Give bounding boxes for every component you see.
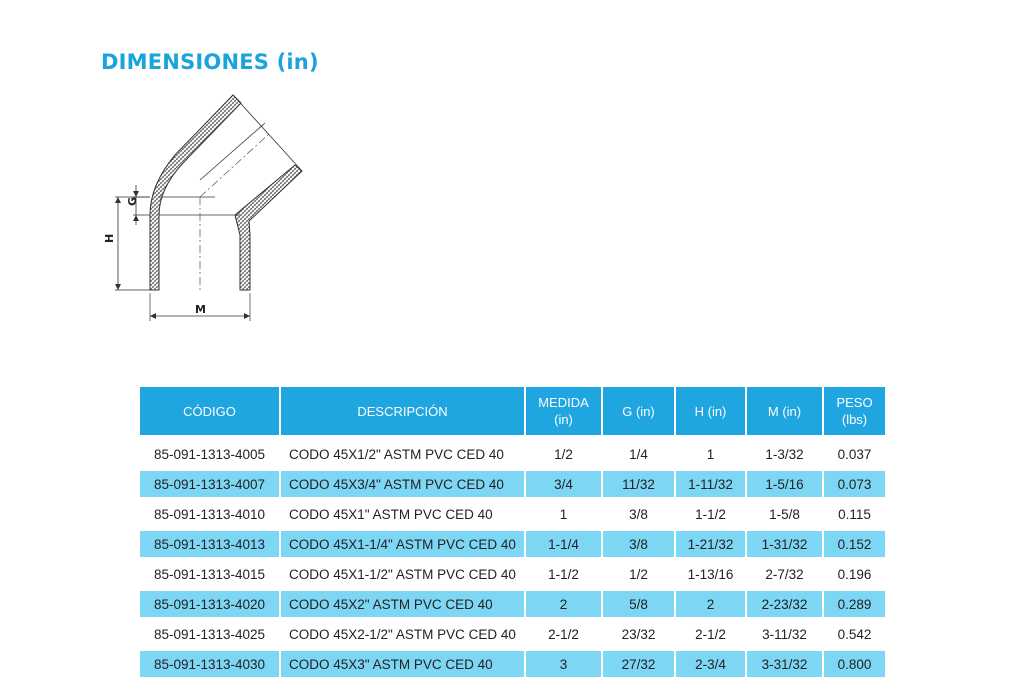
header-peso-line2: (lbs) [841, 412, 868, 427]
cell-descripcion: CODO 45X3/4" ASTM PVC CED 40 [281, 469, 524, 499]
cell-codigo: 85-091-1313-4013 [140, 529, 279, 559]
cell-g: 27/32 [603, 649, 674, 679]
cell-peso: 0.196 [824, 559, 885, 589]
cell-peso: 0.800 [824, 649, 885, 679]
cell-m: 3-11/32 [747, 619, 822, 649]
cell-h: 1-21/32 [676, 529, 745, 559]
cell-descripcion: CODO 45X1-1/4" ASTM PVC CED 40 [281, 529, 524, 559]
cell-peso: 0.152 [824, 529, 885, 559]
cell-medida: 2 [526, 589, 601, 619]
table-row [140, 529, 885, 559]
table-header-row [140, 387, 885, 439]
cell-medida: 3 [526, 649, 601, 679]
g-label: G [126, 196, 139, 206]
header-descripcion: DESCRIPCIÓN [281, 387, 524, 439]
cell-descripcion: CODO 45X2" ASTM PVC CED 40 [281, 589, 524, 619]
header-medida-line1: MEDIDA [538, 395, 589, 410]
cell-descripcion: CODO 45X1/2" ASTM PVC CED 40 [281, 439, 524, 469]
cell-g: 1/2 [603, 559, 674, 589]
cell-g: 3/8 [603, 529, 674, 559]
table-row [140, 559, 885, 589]
cell-codigo: 85-091-1313-4005 [140, 439, 279, 469]
cell-codigo: 85-091-1313-4010 [140, 499, 279, 529]
table-row [140, 439, 885, 469]
cell-g: 5/8 [603, 589, 674, 619]
header-codigo: CÓDIGO [140, 387, 279, 439]
cell-m: 1-3/32 [747, 439, 822, 469]
header-g: G (in) [603, 387, 674, 439]
header-medida-line2: (in) [554, 412, 573, 427]
elbow-dimension-diagram [95, 85, 325, 325]
table-row [140, 589, 885, 619]
h-label: H [103, 233, 116, 243]
page-title: DIMENSIONES (in) [101, 50, 319, 74]
cell-descripcion: CODO 45X1" ASTM PVC CED 40 [281, 499, 524, 529]
cell-m: 2-23/32 [747, 589, 822, 619]
cell-m: 3-31/32 [747, 649, 822, 679]
cell-codigo: 85-091-1313-4020 [140, 589, 279, 619]
table-row [140, 499, 885, 529]
cell-m: 2-7/32 [747, 559, 822, 589]
header-h: H (in) [676, 387, 745, 439]
cell-m: 1-5/8 [747, 499, 822, 529]
cell-h: 1-11/32 [676, 469, 745, 499]
cell-m: 1-31/32 [747, 529, 822, 559]
cell-g: 23/32 [603, 619, 674, 649]
cell-g: 1/4 [603, 439, 674, 469]
cell-medida: 3/4 [526, 469, 601, 499]
cell-h: 2-1/2 [676, 619, 745, 649]
header-peso [824, 387, 885, 439]
cell-g: 3/8 [603, 499, 674, 529]
header-medida [526, 387, 601, 439]
cell-g: 11/32 [603, 469, 674, 499]
cell-peso: 0.542 [824, 619, 885, 649]
m-dimension [150, 293, 250, 321]
cell-h: 1-1/2 [676, 499, 745, 529]
table-row [140, 619, 885, 649]
cell-peso: 0.115 [824, 499, 885, 529]
elbow-fitting-drawing [150, 95, 302, 290]
header-peso-line1: PESO [836, 395, 873, 410]
cell-descripcion: CODO 45X3" ASTM PVC CED 40 [281, 649, 524, 679]
m-label: M [195, 303, 206, 316]
cell-codigo: 85-091-1313-4030 [140, 649, 279, 679]
cell-h: 2-3/4 [676, 649, 745, 679]
h-dimension [103, 197, 150, 290]
cell-medida: 1-1/4 [526, 529, 601, 559]
cell-m: 1-5/16 [747, 469, 822, 499]
cell-descripcion: CODO 45X1-1/2" ASTM PVC CED 40 [281, 559, 524, 589]
cell-peso: 0.037 [824, 439, 885, 469]
cell-h: 1 [676, 439, 745, 469]
cell-h: 2 [676, 589, 745, 619]
header-m: M (in) [747, 387, 822, 439]
cell-medida: 1-1/2 [526, 559, 601, 589]
cell-codigo: 85-091-1313-4015 [140, 559, 279, 589]
cell-medida: 1 [526, 499, 601, 529]
dimensions-table [138, 387, 887, 679]
cell-medida: 2-1/2 [526, 619, 601, 649]
cell-descripcion: CODO 45X2-1/2" ASTM PVC CED 40 [281, 619, 524, 649]
cell-codigo: 85-091-1313-4007 [140, 469, 279, 499]
cell-h: 1-13/16 [676, 559, 745, 589]
cell-peso: 0.289 [824, 589, 885, 619]
g-dimension [126, 185, 150, 225]
cell-codigo: 85-091-1313-4025 [140, 619, 279, 649]
cell-medida: 1/2 [526, 439, 601, 469]
cell-peso: 0.073 [824, 469, 885, 499]
table-row [140, 469, 885, 499]
